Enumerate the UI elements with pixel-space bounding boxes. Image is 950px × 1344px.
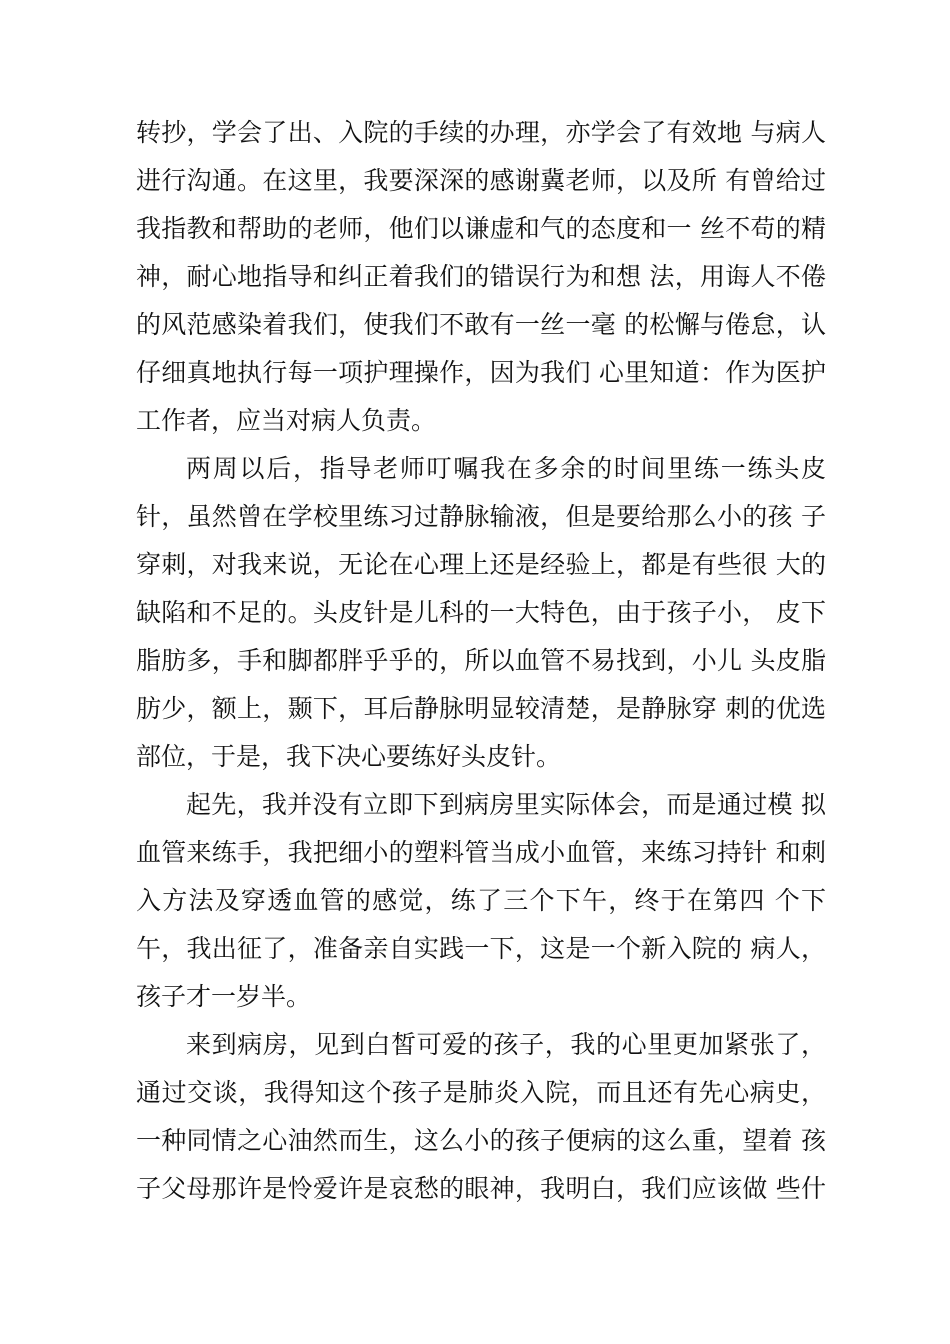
- text-line: 转抄，学会了出、入院的手续的办理，亦学会了有效地 与病人: [136, 118, 826, 147]
- text-line: 入方法及穿透血管的感觉，练了三个下午，终于在第四 个下: [136, 886, 826, 915]
- text-line: 穿刺，对我来说，无论在心理上还是经验上，都是有些很 大的: [136, 550, 826, 579]
- text-line: 工作者，应当对病人负责。: [136, 406, 437, 435]
- text-line: 脂肪多，手和脚都胖乎乎的，所以血管不易找到，小儿 头皮脂: [136, 646, 826, 675]
- text-line: 缺陷和不足的。头皮针是儿科的一大特色，由于孩子小， 皮下: [136, 598, 826, 627]
- text-line: 子父母那许是怜爱许是哀愁的眼神，我明白，我们应该做 些什: [136, 1174, 826, 1203]
- text-line: 部位，于是，我下决心要练好头皮针。: [136, 742, 562, 771]
- text-line: 来到病房，见到白皙可爱的孩子，我的心里更加紧张了，: [186, 1030, 826, 1059]
- text-line: 午，我出征了，准备亲自实践一下，这是一个新入院的 病人，: [136, 934, 826, 963]
- text-line: 神，耐心地指导和纠正着我们的错误行为和想 法，用诲人不倦: [136, 262, 826, 291]
- text-line: 一种同情之心油然而生，这么小的孩子便病的这么重，望着 孩: [136, 1126, 826, 1155]
- text-line: 针，虽然曾在学校里练习过静脉输液，但是要给那么小的孩 子: [136, 502, 826, 531]
- text-line: 肪少，额上，颞下，耳后静脉明显较清楚，是静脉穿 刺的优选: [136, 694, 826, 723]
- text-line: 仔细真地执行每一项护理操作，因为我们 心里知道：作为医护: [136, 358, 826, 387]
- text-line: 起先，我并没有立即下到病房里实际体会，而是通过模 拟: [186, 790, 826, 819]
- text-line: 的风范感染着我们，使我们不敢有一丝一毫 的松懈与倦怠，认: [136, 310, 826, 339]
- text-line: 血管来练手，我把细小的塑料管当成小血管，来练习持针 和刺: [136, 838, 826, 867]
- text-line: 进行沟通。在这里，我要深深的感谢冀老师，以及所 有曾给过: [136, 166, 826, 195]
- text-line: 通过交谈，我得知这个孩子是肺炎入院，而且还有先心病史，: [136, 1078, 826, 1107]
- text-line: 孩子才一岁半。: [136, 982, 312, 1011]
- text-line: 我指教和帮助的老师，他们以谦虚和气的态度和一 丝不苟的精: [136, 214, 826, 243]
- text-line: 两周以后，指导老师叮嘱我在多余的时间里练一练头皮: [186, 454, 826, 483]
